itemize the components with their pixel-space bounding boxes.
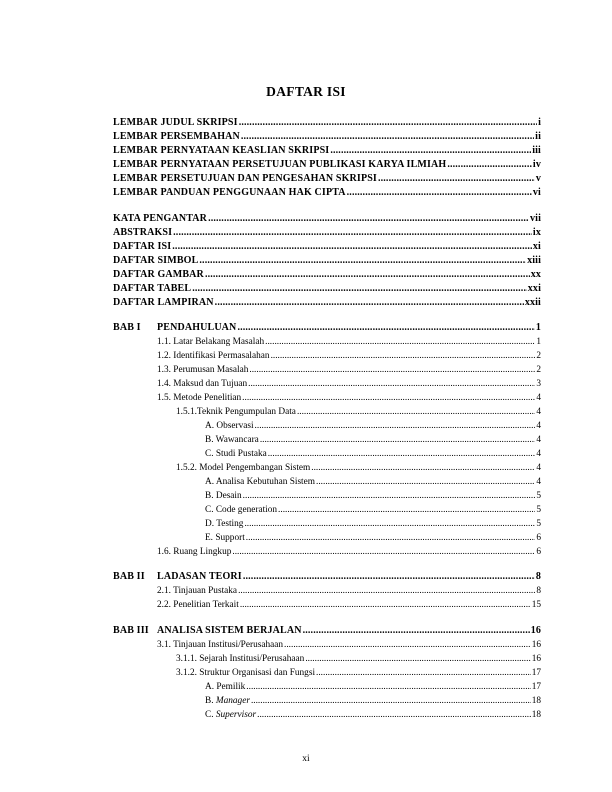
toc-dot-leader — [347, 187, 532, 199]
toc-page-number: 16 — [530, 625, 541, 636]
toc-dot-leader — [244, 518, 535, 530]
toc-entry-label: A. Observasi — [205, 421, 254, 431]
toc-entry-label: ABSTRAKSI — [113, 227, 173, 238]
toc-entry-label: PENDAHULUAN — [157, 322, 237, 333]
toc-page-number: iii — [532, 145, 541, 156]
toc-entry — [205, 434, 541, 446]
toc-page-number: 16 — [531, 654, 541, 664]
toc-page-number: 5 — [536, 491, 541, 501]
toc-dot-leader — [284, 639, 531, 651]
toc-entry — [113, 159, 541, 171]
toc-page-number: 2 — [536, 351, 541, 361]
toc-entry — [205, 448, 541, 460]
toc-dot-leader — [251, 695, 531, 707]
toc-entry — [176, 667, 541, 679]
toc-dot-leader — [242, 392, 535, 404]
toc-page-number: 18 — [531, 710, 541, 720]
toc-entry — [113, 131, 541, 143]
toc-dot-leader — [268, 448, 536, 460]
toc-page-number: xxii — [524, 297, 541, 308]
toc-dot-leader — [232, 546, 535, 558]
toc-page-number: 4 — [536, 477, 541, 487]
toc-dot-leader — [239, 117, 537, 129]
toc-entry — [205, 709, 541, 721]
toc-dot-leader — [316, 476, 535, 488]
toc-dot-leader — [205, 269, 530, 281]
toc-entry-label: LEMBAR PERSETUJUAN DAN PENGESAHAN SKRIPSI — [113, 173, 377, 184]
toc-entry — [157, 336, 541, 348]
toc-dot-leader — [305, 653, 530, 665]
toc-dot-leader — [243, 571, 535, 583]
toc-page-number: 15 — [531, 600, 541, 610]
toc-entry — [157, 546, 541, 558]
toc-entry — [113, 173, 541, 185]
toc-dot-leader — [248, 378, 535, 390]
toc-page-number: ii — [535, 131, 541, 142]
toc-dot-leader — [172, 241, 532, 253]
toc-entry — [113, 227, 541, 239]
toc-entry-label: 3.1. Tinjauan Institusi/Perusahaan — [157, 640, 284, 650]
toc-dot-leader — [257, 709, 531, 721]
toc-page-number: xx — [530, 269, 541, 280]
toc-page-number: 4 — [536, 393, 541, 403]
toc-page-number: 17 — [531, 668, 541, 678]
toc-dot-leader — [199, 255, 526, 267]
toc-page-number: 3 — [536, 379, 541, 389]
toc-dot-leader — [447, 159, 532, 171]
toc-dot-leader — [271, 350, 536, 362]
toc-entry — [157, 599, 541, 611]
toc-entry-label: 1.5.1.Teknik Pengumpulan Data — [176, 407, 296, 417]
toc-page-number: vi — [532, 187, 541, 198]
toc-dot-leader — [208, 213, 529, 225]
toc-chapter-number: BAB III — [113, 625, 149, 636]
toc-dot-leader — [330, 145, 531, 157]
toc-entry — [205, 490, 541, 502]
toc-chapter-number: BAB I — [113, 322, 141, 333]
toc-page-number: i — [538, 117, 541, 128]
toc-page-number: 18 — [531, 696, 541, 706]
toc-dot-leader — [297, 406, 535, 418]
toc-entry — [157, 585, 541, 597]
toc-entry-label: 1.4. Maksud dan Tujuan — [157, 379, 248, 389]
toc-entry-label: 1.2. Identifikasi Permasalahan — [157, 351, 270, 361]
toc-dot-leader — [243, 490, 536, 502]
toc-entry-label: LADASAN TEORI — [157, 571, 242, 582]
toc-page-number: 5 — [536, 505, 541, 515]
toc-page-number: 4 — [536, 435, 541, 445]
toc-entry — [113, 322, 541, 334]
toc-dot-leader — [246, 532, 536, 544]
toc-entry-label-italic: Manager — [215, 696, 250, 706]
toc-entry — [113, 571, 541, 583]
toc-dot-leader — [215, 297, 524, 309]
toc-entry — [176, 406, 541, 418]
page-title: DAFTAR ISI — [266, 84, 346, 99]
toc-entry-label: LEMBAR JUDUL SKRIPSI — [113, 117, 238, 128]
toc-entry — [113, 625, 541, 637]
toc-page-number: xi — [532, 241, 541, 252]
toc-page-number: 16 — [531, 640, 541, 650]
toc-page-number: 4 — [536, 407, 541, 417]
toc-entry-label: B. Desain — [205, 491, 242, 501]
toc-entry-label: ANALISA SISTEM BERJALAN — [157, 625, 302, 636]
toc-entry-label: C. Code generation — [205, 505, 278, 515]
toc-entry — [113, 117, 541, 129]
page-number: xi — [302, 754, 310, 764]
toc-entry — [113, 297, 541, 309]
toc-entry-label: LEMBAR PERSEMBAHAN — [113, 131, 240, 142]
toc-entry — [113, 269, 541, 281]
toc-entry-label: 1.3. Perumusan Masalah — [157, 365, 249, 375]
toc-entry-label: C. Supervisor — [205, 710, 257, 720]
toc-page-number: 8 — [535, 571, 541, 582]
toc-dot-leader — [249, 364, 535, 376]
toc-entry-label: 3.1.2. Struktur Organisasi dan Fungsi — [176, 668, 316, 678]
toc-entry — [205, 420, 541, 432]
toc-entry-label: 1.1. Latar Belakang Masalah — [157, 337, 265, 347]
toc-dot-leader — [241, 131, 534, 143]
toc-page-number: 5 — [536, 519, 541, 529]
toc-page-number: 6 — [536, 547, 541, 557]
toc-dot-leader — [238, 585, 535, 597]
toc-entry — [113, 145, 541, 157]
toc-dot-leader — [303, 625, 530, 637]
toc-page-number: xiii — [527, 255, 541, 266]
toc-dot-leader — [192, 283, 527, 295]
toc-entry — [113, 187, 541, 199]
toc-page-number: 4 — [536, 421, 541, 431]
toc-entry — [205, 504, 541, 516]
toc-dot-leader — [311, 462, 535, 474]
toc-entry-label: 1.5. Metode Penelitian — [157, 393, 242, 403]
toc-dot-leader — [255, 420, 536, 432]
toc-entry-label: LEMBAR PERNYATAAN PERSETUJUAN PUBLIKASI KARYA ILMIAH — [113, 159, 447, 170]
toc-entry — [157, 364, 541, 376]
toc-page-number: vii — [529, 213, 541, 224]
toc-page-number: v — [535, 173, 541, 184]
toc-dot-leader — [265, 336, 535, 348]
toc-entry-label: 1.5.2. Model Pengembangan Sistem — [176, 463, 311, 473]
toc-entry-label: B. Wawancara — [205, 435, 259, 445]
toc-page-number: xxi — [527, 283, 541, 294]
toc-page-number: 4 — [536, 463, 541, 473]
toc-dot-leader — [246, 681, 530, 693]
toc-entry-label: LEMBAR PANDUAN PENGGUNAAN HAK CIPTA — [113, 187, 346, 198]
toc-entry-label: DAFTAR LAMPIRAN — [113, 297, 214, 308]
toc-entry-label-italic: Supervisor — [215, 710, 257, 720]
toc-dot-leader — [240, 599, 531, 611]
toc-entry-label: KATA PENGANTAR — [113, 213, 208, 224]
toc-page-number: 1 — [536, 337, 541, 347]
toc-entry-label: 1.6. Ruang Lingkup — [157, 547, 232, 557]
toc-entry — [157, 378, 541, 390]
toc-entry-label: DAFTAR SIMBOL — [113, 255, 199, 266]
toc-entry-label: 3.1.1. Sejarah Institusi/Perusahaan — [176, 654, 305, 664]
toc-entry-label: A. Analisa Kebutuhan Sistem — [205, 477, 316, 487]
toc-entry — [113, 283, 541, 295]
toc-page-number: 4 — [536, 449, 541, 459]
toc-entry-label: DAFTAR ISI — [113, 241, 172, 252]
toc-entry-label: C. Studi Pustaka — [205, 449, 267, 459]
toc-page-number: 1 — [535, 322, 541, 333]
toc-entry-label: E. Support — [205, 533, 245, 543]
toc-chapter-number: BAB II — [113, 571, 145, 582]
toc-dot-leader — [378, 173, 535, 185]
toc-page-number: iv — [532, 159, 541, 170]
toc-entry-label: D. Testing — [205, 519, 244, 529]
toc-entry — [205, 695, 541, 707]
toc-entry — [176, 653, 541, 665]
toc-dot-leader — [260, 434, 536, 446]
toc-entry-label: LEMBAR PERNYATAAN KEASLIAN SKRIPSI — [113, 145, 330, 156]
toc-dot-leader — [278, 504, 535, 516]
toc-dot-leader — [316, 667, 531, 679]
toc-entry-label: 2.2. Penelitian Terkait — [157, 600, 239, 610]
toc-entry — [157, 639, 541, 651]
toc-entry — [205, 532, 541, 544]
toc-entry-label: DAFTAR TABEL — [113, 283, 192, 294]
toc-entry — [113, 213, 541, 225]
toc-entry — [176, 462, 541, 474]
toc-entry — [205, 476, 541, 488]
toc-dot-leader — [173, 227, 532, 239]
toc-entry — [113, 255, 541, 267]
toc-entry — [113, 241, 541, 253]
toc-entry-label: B. Manager — [205, 696, 250, 706]
toc-page-number: 8 — [536, 586, 541, 596]
toc-page-number: 6 — [536, 533, 541, 543]
toc-dot-leader — [237, 322, 534, 334]
toc-entry — [157, 350, 541, 362]
toc-entry-label: 2.1. Tinjauan Pustaka — [157, 586, 238, 596]
toc-entry-label: A. Pemilik — [205, 682, 246, 692]
toc-page-number: ix — [532, 227, 541, 238]
toc-entry — [205, 681, 541, 693]
toc-entry-label: DAFTAR GAMBAR — [113, 269, 204, 280]
toc-page-number: 17 — [531, 682, 541, 692]
toc-entry — [205, 518, 541, 530]
toc-page-number: 2 — [536, 365, 541, 375]
toc-entry — [157, 392, 541, 404]
